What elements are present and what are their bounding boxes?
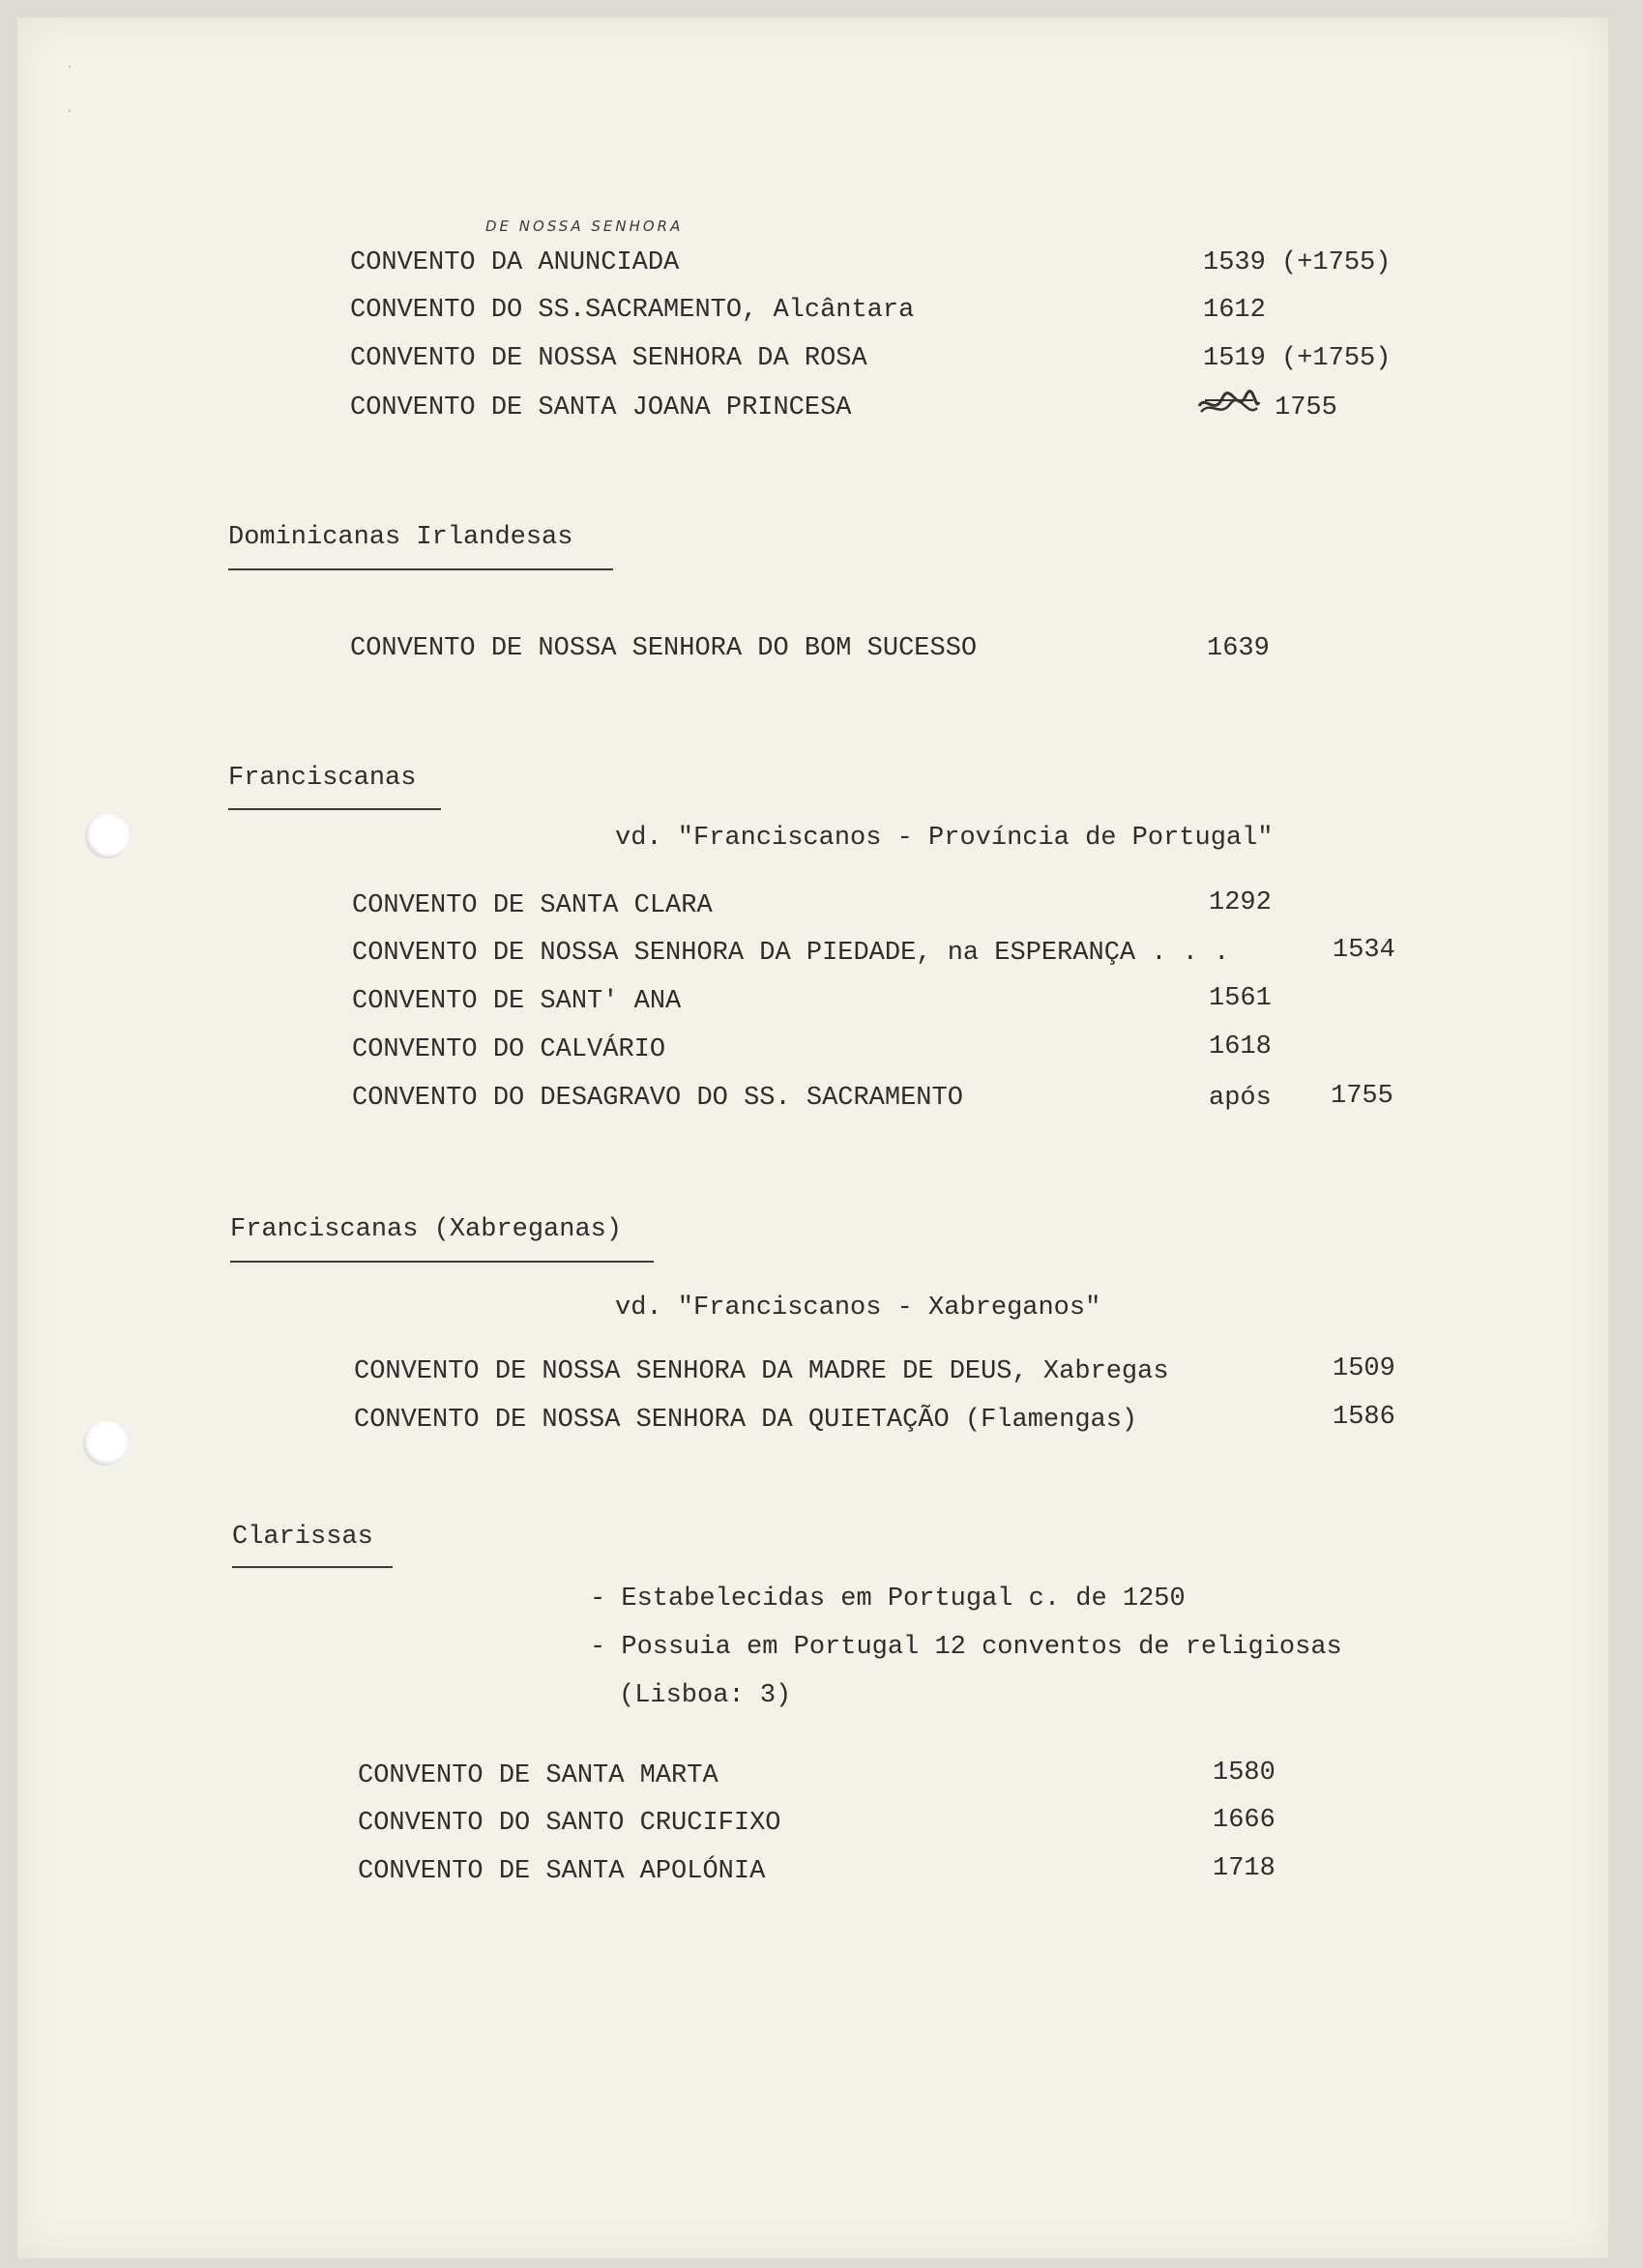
convent-name: CONVENTO DE SANT' ANA (352, 987, 682, 1016)
section-heading: Franciscanas (Xabreganas) (230, 1215, 623, 1244)
note-line: - Possuia em Portugal 12 conventos de religiosas (590, 1633, 1342, 1662)
convent-date: 1519 (+1755) (1203, 344, 1392, 373)
convent-name: CONVENTO DE NOSSA SENHORA DA ROSA (350, 344, 867, 373)
heading-double-rule (230, 1261, 654, 1263)
section-heading: Franciscanas (228, 764, 417, 793)
heading-double-rule (232, 1566, 393, 1568)
crossed-out-date (1195, 389, 1263, 422)
note-line: (Lisboa: 3) (619, 1681, 792, 1710)
convent-date: 1755 (1331, 1082, 1393, 1111)
handwritten-annotation: DE NOSSA SENHORA (485, 218, 684, 235)
convent-name: CONVENTO DE NOSSA SENHORA DA QUIETAÇÃO (Flamengas) (354, 1406, 1138, 1435)
convent-date: 1580 (1213, 1759, 1275, 1788)
convent-name: CONVENTO DE SANTA CLARA (352, 891, 713, 920)
convent-date: 1718 (1213, 1854, 1275, 1883)
edge-mark: · (68, 104, 72, 118)
heading-double-rule (228, 568, 613, 570)
convent-date: 1586 (1333, 1403, 1395, 1432)
punch-hole-top (85, 814, 130, 858)
convent-name: CONVENTO DA ANUNCIADA (350, 248, 680, 277)
convent-name: CONVENTO DE SANTA JOANA PRINCESA (350, 393, 852, 422)
edge-mark: · (68, 60, 72, 73)
convent-name: CONVENTO DE SANTA MARTA (358, 1761, 718, 1790)
cross-reference: vd. "Franciscanos - Xabreganos" (615, 1294, 1101, 1323)
cross-reference: vd. "Franciscanos - Província de Portugal" (615, 824, 1274, 853)
convent-date: 1618 (1209, 1032, 1272, 1061)
heading-double-rule (228, 808, 441, 810)
section-heading: Dominicanas Irlandesas (228, 523, 573, 552)
convent-date: 1755 (1275, 393, 1337, 422)
convent-date: 1292 (1209, 888, 1272, 917)
note-line: - Estabelecidas em Portugal c. de 1250 (590, 1585, 1186, 1614)
convent-name: CONVENTO DO CALVÁRIO (352, 1035, 666, 1064)
date-prefix: após (1209, 1084, 1272, 1113)
convent-name: CONVENTO DE NOSSA SENHORA DA PIEDADE, na ESPERANÇA . . . (352, 939, 1230, 968)
punch-hole-bottom (83, 1421, 128, 1466)
convent-name: CONVENTO DE NOSSA SENHORA DO BOM SUCESSO (350, 634, 978, 663)
section-heading: Clarissas (232, 1523, 373, 1552)
convent-name: CONVENTO DE NOSSA SENHORA DA MADRE DE DEUS, Xabregas (354, 1357, 1169, 1386)
convent-name: CONVENTO DE SANTA APOLÓNIA (358, 1857, 766, 1886)
convent-date: 1639 (1207, 634, 1270, 663)
convent-date: 1509 (1333, 1354, 1395, 1383)
convent-date: 1561 (1209, 984, 1272, 1013)
convent-date: 1539 (+1755) (1203, 248, 1392, 277)
convent-date: 1666 (1213, 1806, 1275, 1835)
convent-name: CONVENTO DO SANTO CRUCIFIXO (358, 1809, 781, 1838)
convent-date: 1612 (1203, 296, 1266, 325)
convent-date: 1534 (1333, 936, 1395, 965)
convent-name: CONVENTO DO DESAGRAVO DO SS. SACRAMENTO (352, 1084, 963, 1113)
convent-name: CONVENTO DO SS.SACRAMENTO, Alcântara (350, 296, 915, 325)
